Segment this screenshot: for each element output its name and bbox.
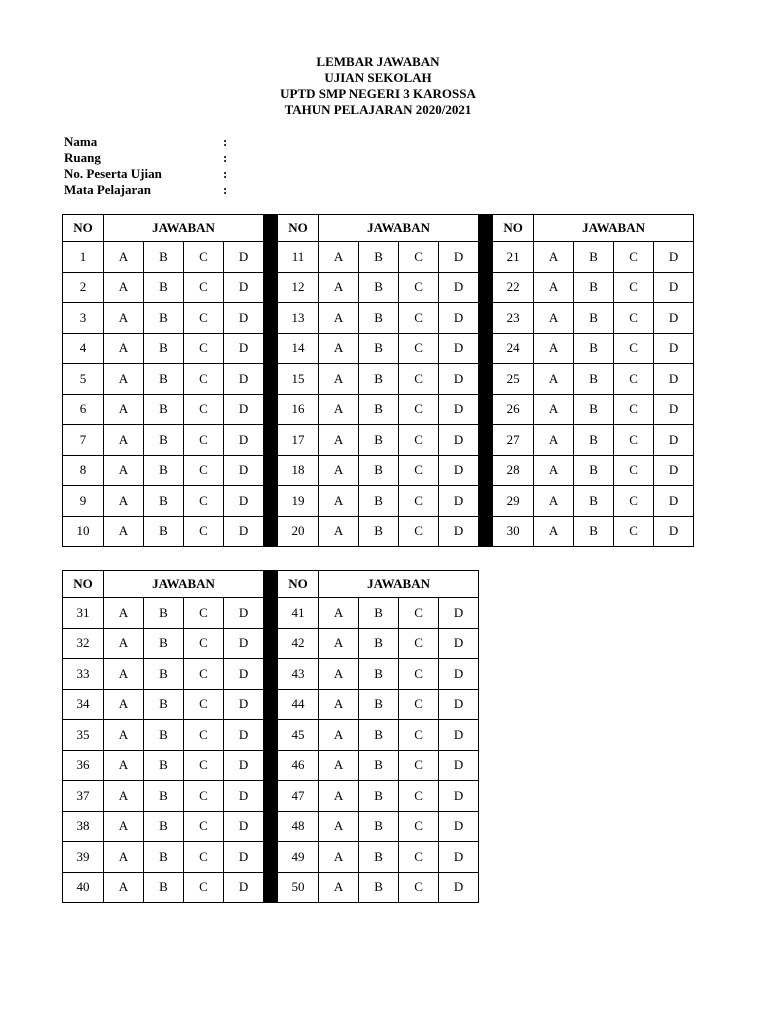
option-c: C — [399, 750, 439, 781]
option-a: A — [534, 333, 574, 364]
option-d: D — [654, 333, 694, 364]
option-a: A — [534, 242, 574, 273]
question-number: 29 — [493, 486, 534, 517]
question-number: 26 — [493, 394, 534, 425]
option-c: C — [184, 811, 224, 842]
option-c: C — [184, 455, 224, 486]
question-number: 19 — [278, 486, 319, 517]
option-b: B — [359, 333, 399, 364]
question-number: 13 — [278, 303, 319, 334]
option-a: A — [104, 364, 144, 395]
option-d: D — [224, 333, 264, 364]
option-d: D — [224, 750, 264, 781]
option-d: D — [224, 303, 264, 334]
option-a: A — [104, 811, 144, 842]
question-number: 16 — [278, 394, 319, 425]
option-c: C — [184, 272, 224, 303]
option-d: D — [224, 872, 264, 903]
option-d: D — [654, 425, 694, 456]
option-a: A — [534, 516, 574, 547]
option-c: C — [184, 364, 224, 395]
question-number: 25 — [493, 364, 534, 395]
column-separator — [264, 215, 278, 547]
option-c: C — [614, 364, 654, 395]
option-b: B — [144, 872, 184, 903]
table-row — [63, 333, 694, 364]
option-c: C — [399, 872, 439, 903]
column-separator — [479, 215, 493, 547]
option-c: C — [399, 628, 439, 659]
info-label: Ruang — [64, 150, 101, 165]
table-row — [63, 242, 694, 273]
no-header: NO — [278, 571, 319, 598]
question-number: 44 — [278, 689, 319, 720]
option-c: C — [614, 516, 654, 547]
option-a: A — [319, 333, 359, 364]
option-b: B — [359, 272, 399, 303]
question-number: 47 — [278, 781, 319, 812]
option-c: C — [399, 364, 439, 395]
option-d: D — [439, 333, 479, 364]
option-c: C — [614, 333, 654, 364]
answer-header: JAWABAN — [104, 215, 264, 242]
option-b: B — [144, 750, 184, 781]
option-a: A — [319, 750, 359, 781]
option-c: C — [184, 659, 224, 690]
option-a: A — [534, 272, 574, 303]
question-number: 23 — [493, 303, 534, 334]
option-c: C — [399, 333, 439, 364]
info-label: No. Peserta Ujian — [64, 166, 162, 181]
option-a: A — [319, 598, 359, 629]
question-number: 9 — [63, 486, 104, 517]
question-number: 18 — [278, 455, 319, 486]
option-a: A — [319, 394, 359, 425]
header-row — [63, 215, 694, 242]
option-b: B — [359, 720, 399, 751]
option-d: D — [439, 750, 479, 781]
option-b: B — [144, 333, 184, 364]
option-b: B — [359, 659, 399, 690]
question-number: 30 — [493, 516, 534, 547]
option-b: B — [359, 781, 399, 812]
option-b: B — [359, 394, 399, 425]
question-number: 5 — [63, 364, 104, 395]
option-d: D — [224, 689, 264, 720]
question-number: 11 — [278, 242, 319, 273]
question-number: 17 — [278, 425, 319, 456]
option-d: D — [224, 659, 264, 690]
question-number: 38 — [63, 811, 104, 842]
option-c: C — [399, 689, 439, 720]
option-d: D — [654, 455, 694, 486]
question-number: 12 — [278, 272, 319, 303]
option-b: B — [144, 516, 184, 547]
option-d: D — [654, 394, 694, 425]
option-a: A — [534, 486, 574, 517]
option-c: C — [184, 303, 224, 334]
option-a: A — [319, 242, 359, 273]
question-number: 24 — [493, 333, 534, 364]
column-separator — [264, 571, 278, 903]
option-c: C — [399, 303, 439, 334]
option-b: B — [359, 486, 399, 517]
no-header: NO — [278, 215, 319, 242]
answer-header: JAWABAN — [319, 215, 479, 242]
option-b: B — [144, 455, 184, 486]
question-number: 4 — [63, 333, 104, 364]
option-a: A — [104, 455, 144, 486]
question-number: 33 — [63, 659, 104, 690]
option-b: B — [359, 598, 399, 629]
question-number: 14 — [278, 333, 319, 364]
option-c: C — [184, 242, 224, 273]
option-a: A — [104, 394, 144, 425]
option-a: A — [104, 750, 144, 781]
info-label: Nama — [64, 134, 98, 149]
option-a: A — [319, 842, 359, 873]
option-c: C — [614, 486, 654, 517]
option-c: C — [399, 659, 439, 690]
option-d: D — [224, 364, 264, 395]
option-b: B — [144, 720, 184, 751]
option-c: C — [184, 842, 224, 873]
option-c: C — [614, 272, 654, 303]
option-c: C — [399, 598, 439, 629]
option-d: D — [439, 781, 479, 812]
question-number: 3 — [63, 303, 104, 334]
option-a: A — [534, 394, 574, 425]
sheet-header — [0, 54, 756, 118]
option-a: A — [319, 781, 359, 812]
question-number: 20 — [278, 516, 319, 547]
option-c: C — [614, 455, 654, 486]
option-c: C — [399, 842, 439, 873]
option-a: A — [319, 303, 359, 334]
no-header: NO — [63, 571, 104, 598]
option-b: B — [144, 811, 184, 842]
option-d: D — [224, 394, 264, 425]
info-colon: : — [223, 182, 228, 197]
option-b: B — [359, 303, 399, 334]
question-number: 21 — [493, 242, 534, 273]
option-a: A — [104, 242, 144, 273]
option-a: A — [104, 659, 144, 690]
option-b: B — [359, 364, 399, 395]
option-c: C — [399, 486, 439, 517]
option-a: A — [534, 364, 574, 395]
option-d: D — [224, 486, 264, 517]
question-number: 37 — [63, 781, 104, 812]
question-number: 31 — [63, 598, 104, 629]
option-d: D — [224, 720, 264, 751]
option-b: B — [359, 242, 399, 273]
option-b: B — [574, 303, 614, 334]
option-d: D — [439, 303, 479, 334]
option-d: D — [439, 872, 479, 903]
info-colon: : — [223, 166, 228, 181]
option-a: A — [534, 303, 574, 334]
option-b: B — [144, 272, 184, 303]
option-a: A — [104, 628, 144, 659]
option-d: D — [439, 598, 479, 629]
option-b: B — [359, 750, 399, 781]
option-a: A — [319, 272, 359, 303]
question-number: 32 — [63, 628, 104, 659]
option-b: B — [574, 455, 614, 486]
option-a: A — [104, 842, 144, 873]
question-number: 43 — [278, 659, 319, 690]
option-d: D — [439, 394, 479, 425]
option-b: B — [574, 486, 614, 517]
option-a: A — [319, 628, 359, 659]
option-a: A — [319, 811, 359, 842]
question-number: 27 — [493, 425, 534, 456]
option-d: D — [439, 811, 479, 842]
option-c: C — [614, 303, 654, 334]
answer-table-1 — [62, 214, 694, 547]
option-c: C — [399, 516, 439, 547]
academic-year: TAHUN PELAJARAN 2020/2021 — [284, 102, 472, 117]
option-b: B — [359, 872, 399, 903]
option-d: D — [654, 303, 694, 334]
answer-header: JAWABAN — [319, 571, 479, 598]
option-d: D — [439, 486, 479, 517]
option-a: A — [319, 720, 359, 751]
option-b: B — [144, 781, 184, 812]
option-b: B — [359, 811, 399, 842]
option-c: C — [614, 242, 654, 273]
option-d: D — [439, 659, 479, 690]
option-b: B — [144, 303, 184, 334]
option-d: D — [654, 242, 694, 273]
question-number: 48 — [278, 811, 319, 842]
option-d: D — [224, 781, 264, 812]
option-c: C — [184, 486, 224, 517]
question-number: 28 — [493, 455, 534, 486]
question-number: 49 — [278, 842, 319, 873]
question-number: 1 — [63, 242, 104, 273]
option-a: A — [104, 689, 144, 720]
option-d: D — [224, 811, 264, 842]
option-d: D — [224, 272, 264, 303]
table-row — [63, 394, 694, 425]
option-c: C — [399, 720, 439, 751]
option-b: B — [144, 842, 184, 873]
answer-header: JAWABAN — [534, 215, 694, 242]
option-a: A — [534, 425, 574, 456]
option-a: A — [104, 272, 144, 303]
question-number: 36 — [63, 750, 104, 781]
option-c: C — [184, 598, 224, 629]
option-d: D — [439, 628, 479, 659]
question-number: 50 — [278, 872, 319, 903]
info-label: Mata Pelajaran — [64, 182, 152, 197]
option-b: B — [359, 516, 399, 547]
option-c: C — [399, 425, 439, 456]
option-b: B — [144, 659, 184, 690]
option-a: A — [104, 598, 144, 629]
option-c: C — [184, 689, 224, 720]
option-c: C — [184, 720, 224, 751]
option-c: C — [399, 455, 439, 486]
option-d: D — [224, 425, 264, 456]
question-number: 41 — [278, 598, 319, 629]
question-number: 40 — [63, 872, 104, 903]
option-a: A — [104, 333, 144, 364]
question-number: 34 — [63, 689, 104, 720]
option-d: D — [439, 720, 479, 751]
option-b: B — [574, 394, 614, 425]
question-number: 46 — [278, 750, 319, 781]
option-a: A — [104, 303, 144, 334]
option-b: B — [144, 689, 184, 720]
option-c: C — [614, 425, 654, 456]
option-a: A — [104, 486, 144, 517]
option-d: D — [224, 242, 264, 273]
option-c: C — [399, 242, 439, 273]
question-number: 7 — [63, 425, 104, 456]
option-c: C — [184, 872, 224, 903]
option-a: A — [104, 781, 144, 812]
header-row — [63, 571, 479, 598]
option-d: D — [439, 689, 479, 720]
no-header: NO — [493, 215, 534, 242]
option-b: B — [144, 425, 184, 456]
answer-header: JAWABAN — [104, 571, 264, 598]
option-c: C — [184, 516, 224, 547]
option-a: A — [104, 872, 144, 903]
option-d: D — [439, 842, 479, 873]
question-number: 15 — [278, 364, 319, 395]
option-a: A — [319, 516, 359, 547]
question-number: 2 — [63, 272, 104, 303]
option-d: D — [654, 486, 694, 517]
option-d: D — [224, 455, 264, 486]
option-d: D — [439, 425, 479, 456]
option-d: D — [439, 272, 479, 303]
option-c: C — [399, 811, 439, 842]
option-b: B — [574, 364, 614, 395]
option-a: A — [319, 872, 359, 903]
table-row — [63, 364, 694, 395]
option-d: D — [224, 628, 264, 659]
option-c: C — [184, 628, 224, 659]
option-b: B — [144, 364, 184, 395]
question-number: 10 — [63, 516, 104, 547]
school-name: UPTD SMP NEGERI 3 KAROSSA — [280, 86, 476, 101]
option-c: C — [184, 394, 224, 425]
option-b: B — [144, 598, 184, 629]
option-b: B — [144, 628, 184, 659]
option-c: C — [184, 333, 224, 364]
question-number: 22 — [493, 272, 534, 303]
question-number: 45 — [278, 720, 319, 751]
option-a: A — [319, 689, 359, 720]
option-c: C — [399, 394, 439, 425]
option-d: D — [224, 842, 264, 873]
option-a: A — [104, 516, 144, 547]
option-d: D — [224, 516, 264, 547]
option-d: D — [439, 455, 479, 486]
option-b: B — [574, 516, 614, 547]
option-c: C — [399, 272, 439, 303]
option-b: B — [359, 455, 399, 486]
option-c: C — [399, 781, 439, 812]
option-a: A — [319, 364, 359, 395]
option-b: B — [144, 486, 184, 517]
exam-name: UJIAN SEKOLAH — [324, 70, 432, 85]
option-b: B — [144, 242, 184, 273]
info-colon: : — [223, 150, 228, 165]
option-b: B — [574, 333, 614, 364]
option-b: B — [574, 272, 614, 303]
option-a: A — [319, 486, 359, 517]
no-header: NO — [63, 215, 104, 242]
table-row — [63, 516, 694, 547]
table-row — [63, 455, 694, 486]
option-c: C — [184, 750, 224, 781]
option-a: A — [319, 425, 359, 456]
sheet-title: LEMBAR JAWABAN — [316, 54, 440, 69]
option-d: D — [654, 272, 694, 303]
option-b: B — [359, 628, 399, 659]
option-a: A — [534, 455, 574, 486]
question-number: 6 — [63, 394, 104, 425]
option-d: D — [654, 364, 694, 395]
question-number: 8 — [63, 455, 104, 486]
option-d: D — [439, 242, 479, 273]
question-number: 35 — [63, 720, 104, 751]
option-b: B — [359, 425, 399, 456]
option-b: B — [144, 394, 184, 425]
option-d: D — [654, 516, 694, 547]
answer-table-2 — [62, 570, 479, 903]
option-a: A — [104, 720, 144, 751]
option-b: B — [574, 242, 614, 273]
info-colon: : — [223, 134, 228, 149]
option-c: C — [184, 781, 224, 812]
question-number: 42 — [278, 628, 319, 659]
table-row — [63, 425, 694, 456]
option-c: C — [184, 425, 224, 456]
table-row — [63, 486, 694, 517]
question-number: 39 — [63, 842, 104, 873]
option-a: A — [319, 455, 359, 486]
option-a: A — [319, 659, 359, 690]
option-c: C — [614, 394, 654, 425]
option-b: B — [359, 689, 399, 720]
option-b: B — [574, 425, 614, 456]
option-d: D — [439, 516, 479, 547]
option-d: D — [224, 598, 264, 629]
option-a: A — [104, 425, 144, 456]
option-d: D — [439, 364, 479, 395]
option-b: B — [359, 842, 399, 873]
table-row — [63, 272, 694, 303]
table-row — [63, 303, 694, 334]
